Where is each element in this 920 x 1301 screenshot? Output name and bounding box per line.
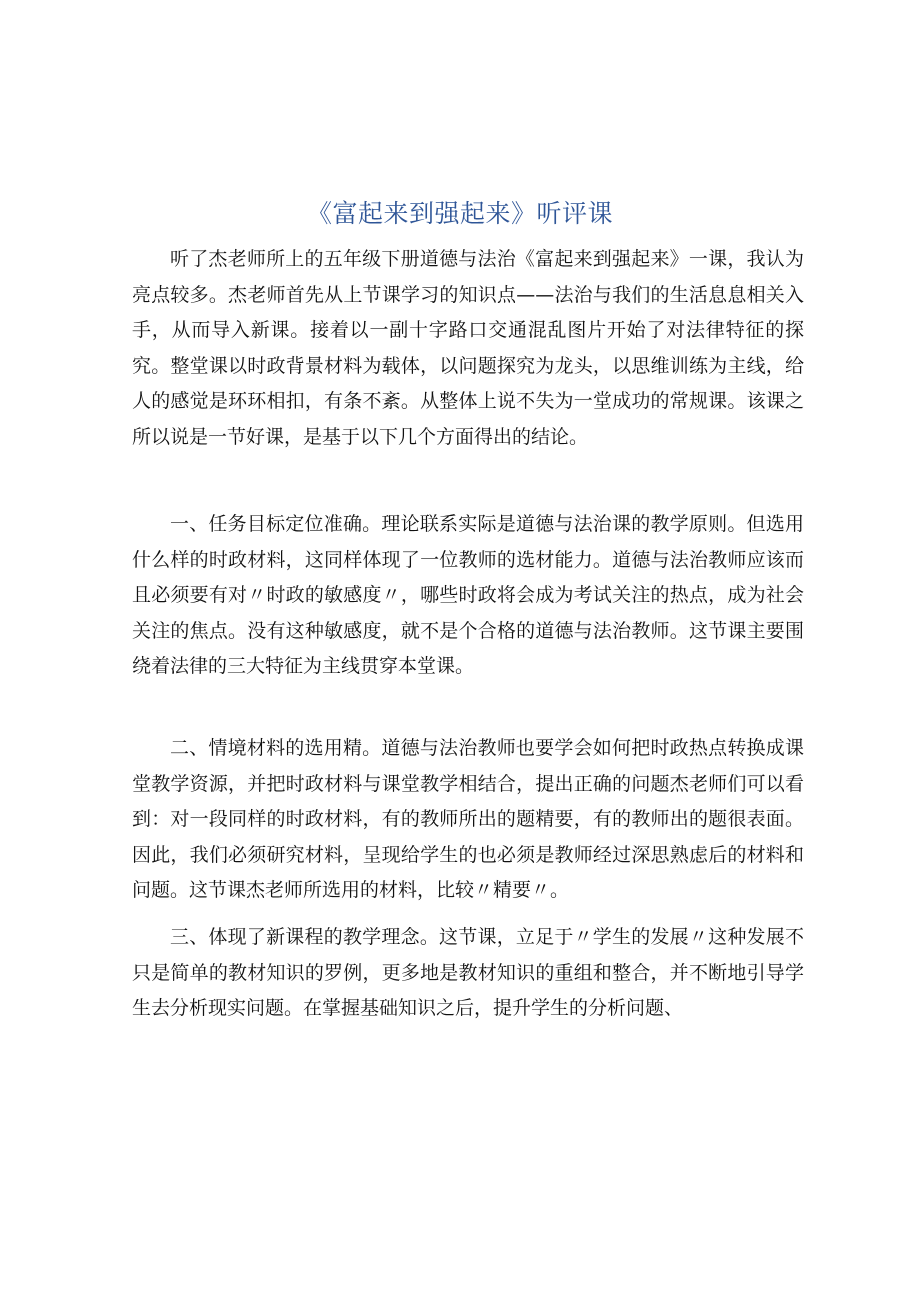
paragraph-point-three: 三、体现了新课程的教学理念。这节课，立足于〃学生的发展〃这种发展不只是简单的教材知识的罗例，更多地是教材知识的重组和整合，并不断地引导学生去分析现实问题。在掌握基础知识之后，提升学生的分析问题、 — [132, 926, 804, 1019]
paragraph-point-two: 二、情境材料的选用精。道德与法治教师也要学会如何把时政热点转换成课堂教学资源，并把时政材料与课堂教学相结合，提出正确的问题杰老师们可以看到：对一段同样的时政材料，有的教师所出的题精要，有的教师出的题很表面。因此，我们必须研究材料，呈现给学生的也必须是教师经过深思熟虑后的材料和问题。这节课杰老师所选用的材料，比较〃精要〃。 — [132, 737, 804, 901]
paragraph-intro: 听了杰老师所上的五年级下册道德与法治《富起来到强起来》一课，我认为亮点较多。杰老师首先从上节课学习的知识点——法治与我们的生活息息相关入手，从而导入新课。接着以一副十字路口交通混乱图片开始了对法律特征的探究。整堂课以时政背景材料为载体，以问题探究为龙头，以思维训练为主线，给人的感觉是环环相扣，有条不紊。从整体上说不失为一堂成功的常规课。该课之所以说是一节好课，是基于以下几个方面得出的结论。 — [132, 248, 804, 448]
paragraph-point-one: 一、任务目标定位准确。理论联系实际是道德与法治课的教学原则。但选用什么样的时政材料，这同样体现了一位教师的选材能力。道德与法治教师应该而且必须要有对〃时政的敏感度〃，哪些时政将会成为考试关注的热点，成为社会关注的焦点。没有这种敏感度，就不是个合格的道德与法治教师。这节课主要围绕着法律的三大特征为主线贯穿本堂课。 — [132, 513, 804, 677]
document-title: 《富起来到强起来》听评课 — [306, 199, 613, 228]
